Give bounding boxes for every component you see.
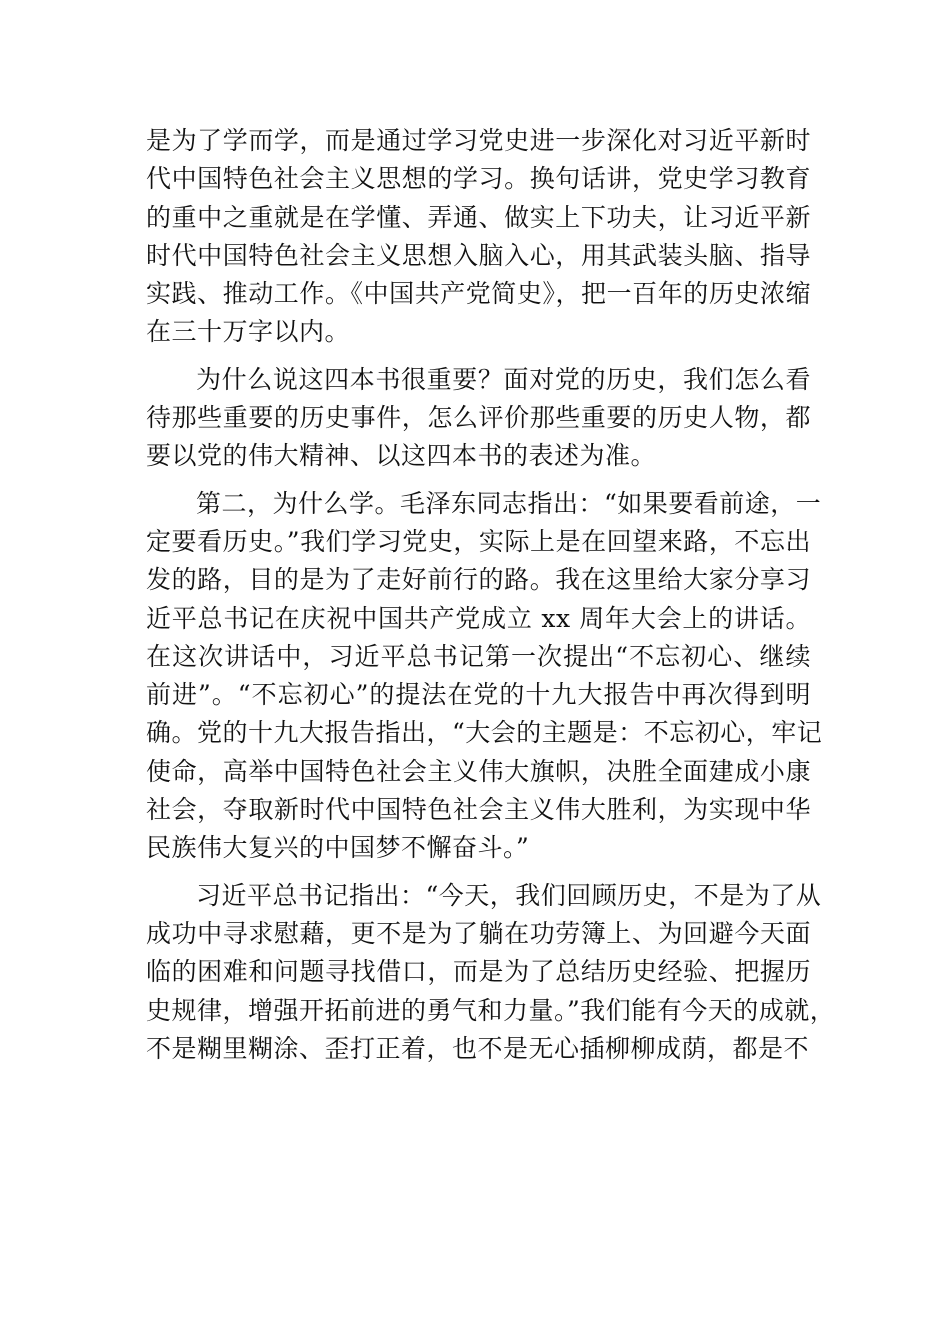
text-line: 确。党的十九大报告指出，“大会的主题是：不忘初心，牢记	[146, 718, 823, 748]
paragraph	[146, 485, 823, 868]
text-line: 民族伟大复兴的中国梦不懈奋斗。”	[146, 833, 530, 863]
text-line: 为什么说这四本书很重要？面对党的历史，我们怎么看	[196, 364, 811, 394]
text-line: 社会，夺取新时代中国特色社会主义伟大胜利，为实现中华	[146, 795, 811, 825]
text-line: 代中国特色社会主义思想的学习。换句话讲，党史学习教育	[146, 164, 811, 194]
text-line: 史规律，增强开拓前进的勇气和力量。”我们能有今天的成就，	[146, 995, 836, 1025]
text-line: 的重中之重就是在学懂、弄通、做实上下功夫，让习近平新	[146, 202, 811, 232]
text-line: 近平总书记在庆祝中国共产党成立 xx 周年大会上的讲话。	[146, 603, 811, 633]
text-line: 在这次讲话中，习近平总书记第一次提出“不忘初心、继续	[146, 641, 811, 671]
paragraph	[146, 877, 836, 1068]
paragraph	[146, 361, 811, 476]
text-line: 不是糊里糊涂、歪打正着，也不是无心插柳柳成荫，都是不	[146, 1033, 810, 1063]
text-line: 在三十万字以内。	[146, 317, 351, 347]
text-line: 是为了学而学，而是通过学习党史进一步深化对习近平新时	[146, 126, 811, 155]
text-line: 时代中国特色社会主义思想入脑入心，用其武装头脑、指导	[146, 240, 811, 270]
text-line: 习近平总书记指出：“今天，我们回顾历史，不是为了从	[196, 880, 822, 910]
paragraph	[146, 122, 811, 352]
text-line: 要以党的伟大精神、以这四本书的表述为准。	[146, 441, 657, 471]
text-line: 临的困难和问题寻找借口，而是为了总结历史经验、把握历	[146, 957, 811, 987]
text-line: 前进”。“不忘初心”的提法在党的十九大报告中再次得到明	[146, 680, 811, 710]
text-line: 待那些重要的历史事件，怎么评价那些重要的历史人物，都	[146, 403, 811, 433]
text-line: 发的路，目的是为了走好前行的路。我在这里给大家分享习	[146, 565, 811, 595]
text-line: 成功中寻求慰藉，更不是为了躺在功劳簿上、为回避今天面	[146, 918, 811, 948]
text-line: 实践、推动工作。《中国共产党简史》，把一百年的历史浓缩	[146, 279, 811, 309]
text-line: 使命，高举中国特色社会主义伟大旗帜，决胜全面建成小康	[146, 756, 811, 786]
text-line: 第二，为什么学。毛泽东同志指出：“如果要看前途，一	[196, 488, 822, 518]
text-line: 定要看历史。”我们学习党史，实际上是在回望来路，不忘出	[146, 526, 811, 556]
document-body	[146, 122, 836, 1068]
